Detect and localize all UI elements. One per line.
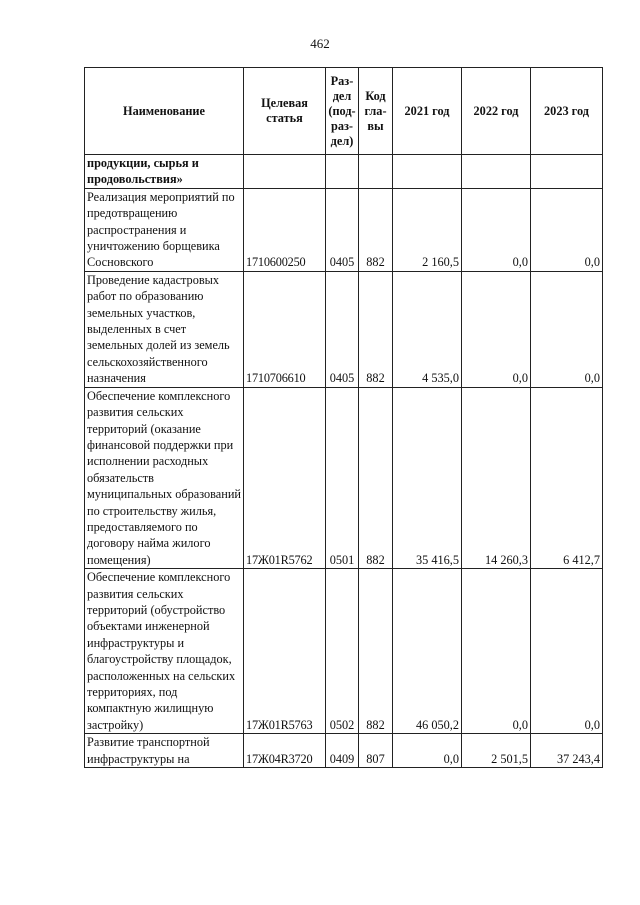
table-row xyxy=(85,734,603,768)
table-row xyxy=(85,569,603,734)
row-2021: 2 160,5 xyxy=(393,188,462,271)
row-target: 17Ж01R5763 xyxy=(244,569,326,734)
row-2023 xyxy=(531,155,603,189)
row-target: 1710600250 xyxy=(244,188,326,271)
row-chapter: 807 xyxy=(359,734,393,768)
header-name: Наименование xyxy=(85,68,244,155)
row-section: 0502 xyxy=(326,569,359,734)
row-chapter xyxy=(359,155,393,189)
header-2023: 2023 год xyxy=(531,68,603,155)
row-2022: 0,0 xyxy=(462,271,531,387)
row-target: 17Ж01R5762 xyxy=(244,387,326,568)
row-name: Обеспечение комплексного развития сельских территорий (оказание финансовой поддержки при исполнении расходных обязательств муниципальных образований по строительству жилья, предоставляемого по договору найма жилого помещения) xyxy=(85,387,244,568)
row-target xyxy=(244,155,326,189)
row-target: 1710706610 xyxy=(244,271,326,387)
row-2022 xyxy=(462,155,531,189)
row-section: 0501 xyxy=(326,387,359,568)
row-chapter: 882 xyxy=(359,188,393,271)
row-2021: 46 050,2 xyxy=(393,569,462,734)
row-name: продукции, сырья и продовольствия» xyxy=(85,155,244,189)
table-row xyxy=(85,387,603,568)
budget-table xyxy=(84,67,603,768)
row-2022: 14 260,3 xyxy=(462,387,531,568)
table-row xyxy=(85,188,603,271)
header-row xyxy=(85,68,603,155)
row-target: 17Ж04R3720 xyxy=(244,734,326,768)
row-2021: 4 535,0 xyxy=(393,271,462,387)
row-2023: 37 243,4 xyxy=(531,734,603,768)
header-section: Раз-дел (под-раз-дел) xyxy=(326,68,359,155)
row-2021 xyxy=(393,155,462,189)
row-section: 0409 xyxy=(326,734,359,768)
table-row xyxy=(85,155,603,189)
row-name: Развитие транспортной инфраструктуры на xyxy=(85,734,244,768)
row-name: Обеспечение комплексного развития сельских территорий (обустройство объектами инженерной инфраструктуры и благоустройству площадок, расположенных на сельских территориях, под компактную жилищную застройку) xyxy=(85,569,244,734)
row-section xyxy=(326,155,359,189)
row-2021: 35 416,5 xyxy=(393,387,462,568)
header-2021: 2021 год xyxy=(393,68,462,155)
header-target: Целевая статья xyxy=(244,68,326,155)
row-name: Проведение кадастровых работ по образованию земельных участков, выделенных в счет земельных долей из земель сельскохозяйственного назначения xyxy=(85,271,244,387)
row-chapter: 882 xyxy=(359,387,393,568)
row-2022: 0,0 xyxy=(462,188,531,271)
row-2023: 0,0 xyxy=(531,569,603,734)
row-2021: 0,0 xyxy=(393,734,462,768)
row-2023: 0,0 xyxy=(531,188,603,271)
page-number: 462 xyxy=(310,36,330,51)
row-2022: 0,0 xyxy=(462,569,531,734)
header-chapter: Код гла-вы xyxy=(359,68,393,155)
row-2023: 0,0 xyxy=(531,271,603,387)
header-2022: 2022 год xyxy=(462,68,531,155)
row-2023: 6 412,7 xyxy=(531,387,603,568)
row-name: Реализация мероприятий по предотвращению распространения и уничтожению борщевика Сосновского xyxy=(85,188,244,271)
row-2022: 2 501,5 xyxy=(462,734,531,768)
row-section: 0405 xyxy=(326,188,359,271)
row-chapter: 882 xyxy=(359,569,393,734)
row-chapter: 882 xyxy=(359,271,393,387)
row-section: 0405 xyxy=(326,271,359,387)
table-row xyxy=(85,271,603,387)
